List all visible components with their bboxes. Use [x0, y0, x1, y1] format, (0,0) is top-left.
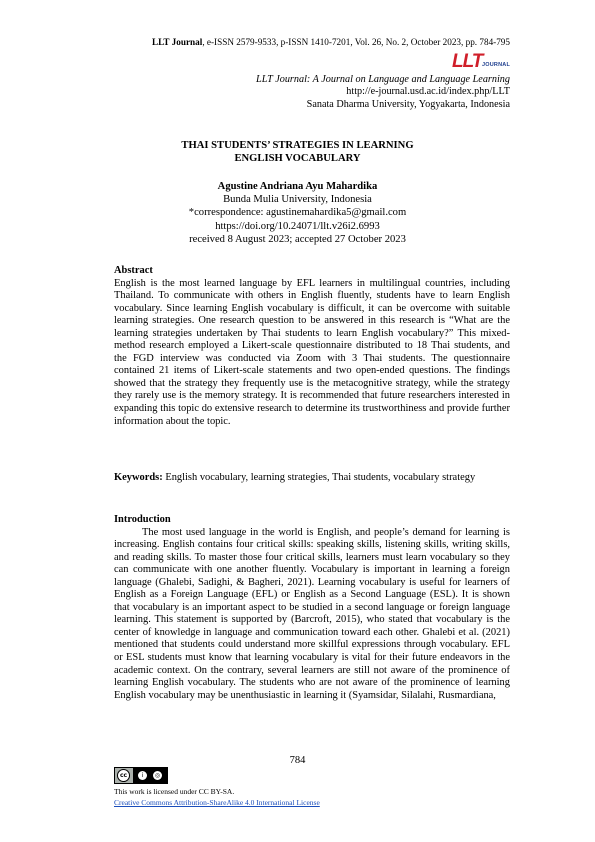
- share-alike-icon: ◎: [154, 772, 161, 779]
- journal-info: [256, 74, 510, 111]
- introduction-section: [114, 514, 510, 702]
- abstract-heading: Abstract: [114, 265, 153, 276]
- cc-badge-attributes: [133, 768, 167, 783]
- attribution-icon: i: [138, 771, 147, 780]
- page-number: 784: [289, 755, 306, 766]
- logo-word: JOURNAL: [482, 62, 510, 68]
- license-link[interactable]: Creative Commons Attribution-ShareAlike 4.0 International License: [114, 798, 320, 807]
- license-text: This work is licensed under CC BY-SA.: [114, 787, 235, 796]
- journal-logo: [452, 52, 510, 72]
- title-line-2: ENGLISH VOCABULARY: [234, 153, 361, 165]
- journal-short-name: LLT Journal: [152, 37, 203, 47]
- introduction-heading: Introduction: [114, 514, 171, 525]
- article-title: [0, 139, 595, 165]
- cc-icon: cc: [117, 769, 130, 782]
- keywords-label: Keywords:: [114, 472, 163, 483]
- journal-url: http://e-journal.usd.ac.id/index.php/LLT: [346, 86, 510, 98]
- publisher: Sanata Dharma University, Yogyakarta, Indonesia: [306, 98, 510, 110]
- running-header: [152, 37, 510, 47]
- doi-link[interactable]: https://doi.org/10.24071/llt.v26i2.6993: [215, 220, 380, 232]
- author-block: [0, 180, 595, 246]
- received-accepted-dates: received 8 August 2023; accepted 27 October 2023: [189, 233, 406, 245]
- cc-by-sa-badge[interactable]: [114, 767, 168, 784]
- logo-mark: LLT: [452, 51, 483, 72]
- title-line-1: THAI STUDENTS’ STRATEGIES IN LEARNING: [181, 140, 414, 151]
- citation-info: , e-ISSN 2579-9533, p-ISSN 1410-7201, Vol. 26, No. 2, October 2023, pp. 784-795: [202, 37, 510, 47]
- author-name: Agustine Andriana Ayu Mahardika: [217, 181, 378, 192]
- affiliation: Bunda Mulia University, Indonesia: [223, 194, 372, 206]
- journal-name: LLT Journal: A Journal on Language and Language Learning: [256, 74, 510, 85]
- introduction-paragraph: The most used language in the world is English, and people’s demand for learning is increasing. English contains four critical skills: speaking skills, listening skills, writing skills, and reading skills. To master those four critical skills, learners must learn vocabulary so they can communicate with one another fluently. Vocabulary is important in learning a foreign language (Ghalebi, Sadighi, & Bagheri, 2021). Learning vocabulary is useful for learners of English as a Foreign Language (EFL) or English as a Second Language (ESL). It is shown that vocabulary is an important aspect to be studied in a second language or foreign language learning. This statement is supported by (Barcroft, 2015), who stated that vocabulary is the center of knowledge in language and communication toward each other. Ghalebi et al. (2021) mentioned that students could understand more skillful expressions through vocabulary. EFL or ESL students must know that learning vocabulary is vital for their future endeavors in the academic context. On the contrary, several learners are still not aware of the prominence of learning English vocabulary. The students who are not aware of the prominence of learning English vocabulary may be unenthusiastic in learning it (Syamsidar, Silalahi, Rusmardiana,: [114, 526, 510, 701]
- abstract-section: [114, 265, 510, 428]
- abstract-text: English is the most learned language by EFL learners in multilingual countries, including Thailand. To communicate with others in English fluently, students have to learn English vocabulary. Since learning English vocabulary is difficult, it can be overcome with suitable learning strategies. One research question to be answered in this research is “What are the learning strategies undertaken by Thai students to learn English vocabulary?” This mixed-method research employed a Likert-scale questionnaire distributed to 18 Thai students, and the FGD interview was conducted via Zoom with 3 Thai students. The questionnaire contained 21 items of Likert-scale statements and two open-ended questions. The findings showed that the strategy they frequently use is the metacognitive strategy, while the strategy they rarely use is the memory strategy. It is recommended that future researchers interested in expanding this topic do extensive research to determine its trustworthiness and provide further information about the topic.: [114, 277, 510, 427]
- correspondence: *correspondence: agustinemahardika5@gmail.com: [188, 207, 407, 219]
- keywords-section: [114, 472, 510, 485]
- keywords-text: English vocabulary, learning strategies, Thai students, vocabulary strategy: [165, 472, 476, 483]
